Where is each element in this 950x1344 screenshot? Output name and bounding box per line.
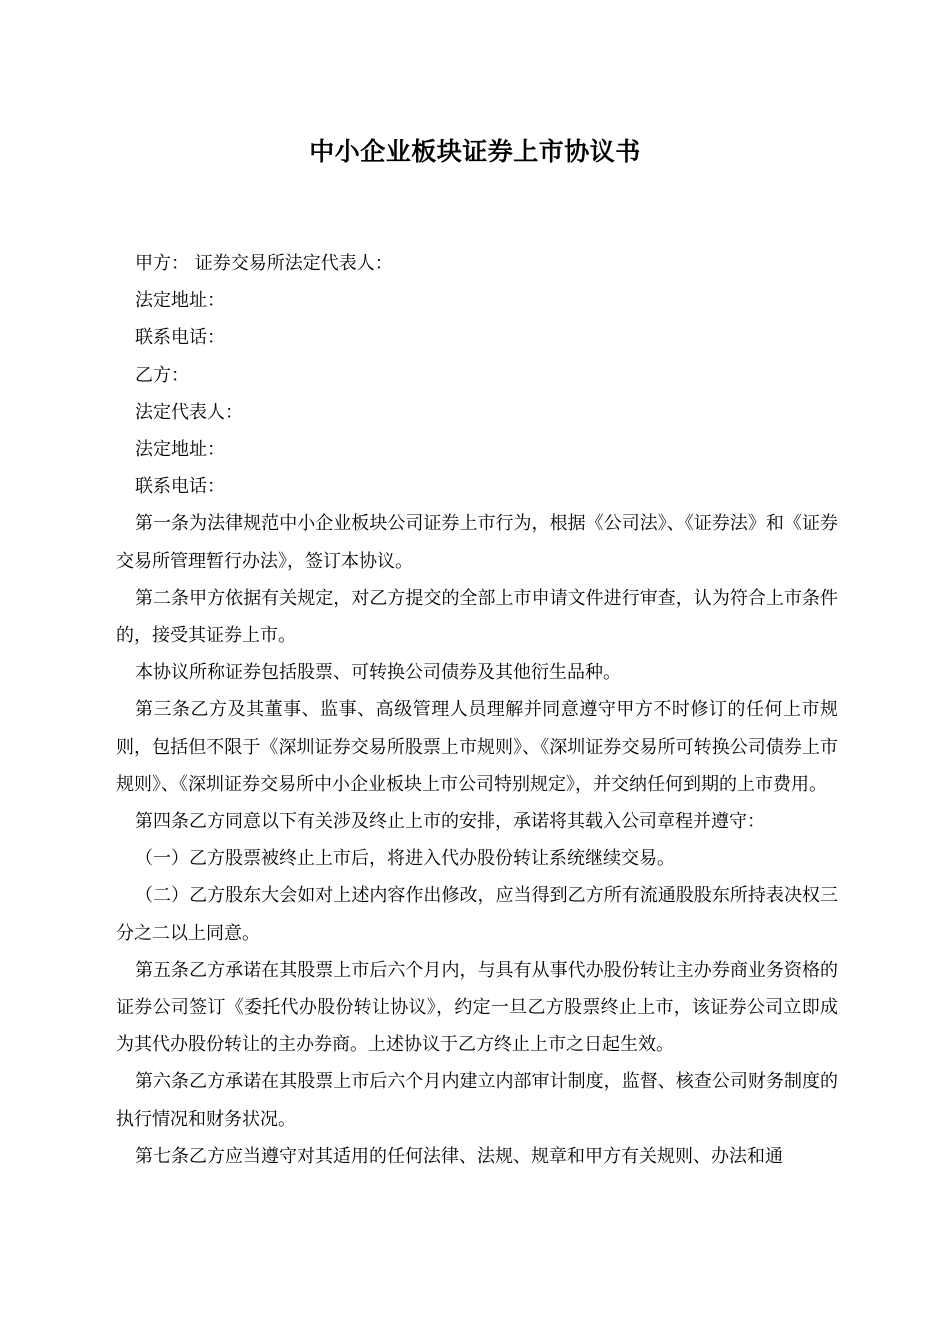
party-b-address: 法定地址： — [135, 439, 225, 461]
party-a-phone: 联系电话： — [135, 327, 225, 349]
article-4-item-1: （一）乙方股票被终止上市后，将进入代办股份转让系统继续交易。 — [135, 848, 675, 870]
article-4-item-2: （二）乙方股东大会如对上述内容作出修改，应当得到乙方所有流通股股东所持表决权三分之二以上同意。 — [116, 885, 838, 944]
article-7: 第七条乙方应当遵守对其适用的任何法律、法规、规章和甲方有关规则、办法和通 — [135, 1145, 783, 1167]
party-b-phone: 联系电话： — [135, 476, 225, 498]
article-1: 第一条为法律规范中小企业板块公司证券上市行为，根据《公司法》、《证券法》和《证券交易所管理暂行办法》，签订本协议。 — [116, 513, 838, 572]
article-4: 第四条乙方同意以下有关涉及终止上市的安排，承诺将其载入公司章程并遵守： — [135, 811, 765, 833]
party-a-address: 法定地址： — [135, 290, 225, 312]
document-body — [116, 245, 838, 1175]
article-2: 第二条甲方依据有关规定，对乙方提交的全部上市申请文件进行审查，认为符合上市条件的，接受其证券上市。 — [116, 587, 838, 647]
document-title: 中小企业板块证券上市协议书 — [309, 137, 641, 166]
party-b-representative: 法定代表人： — [135, 401, 243, 423]
party-a-line: 甲方： 证券交易所法定代表人： — [135, 253, 393, 274]
article-3: 第三条乙方及其董事、监事、高级管理人员理解并同意遵守甲方不时修订的任何上市规则，包括但不限于《深圳证券交易所股票上市规则》、《深圳证券交易所可转换公司债券上市规则》、《深圳证券交易所中小企业板块上市公司特别规定》，并交纳任何到期的上市费用。 — [116, 699, 838, 795]
party-b-line: 乙方： — [135, 364, 189, 386]
article-5: 第五条乙方承诺在其股票上市后六个月内，与具有从事代办股份转让主办券商业务资格的证券公司签订《委托代办股份转让协议》，约定一旦乙方股票终止上市，该证券公司立即成为其代办股份转让的主办券商。上述协议于乙方终止上市之日起生效。 — [116, 959, 838, 1056]
article-2-note: 本协议所称证券包括股票、可转换公司债券及其他衍生品种。 — [135, 662, 621, 684]
article-6: 第六条乙方承诺在其股票上市后六个月内建立内部审计制度，监督、核查公司财务制度的执行情况和财务状况。 — [116, 1071, 838, 1130]
